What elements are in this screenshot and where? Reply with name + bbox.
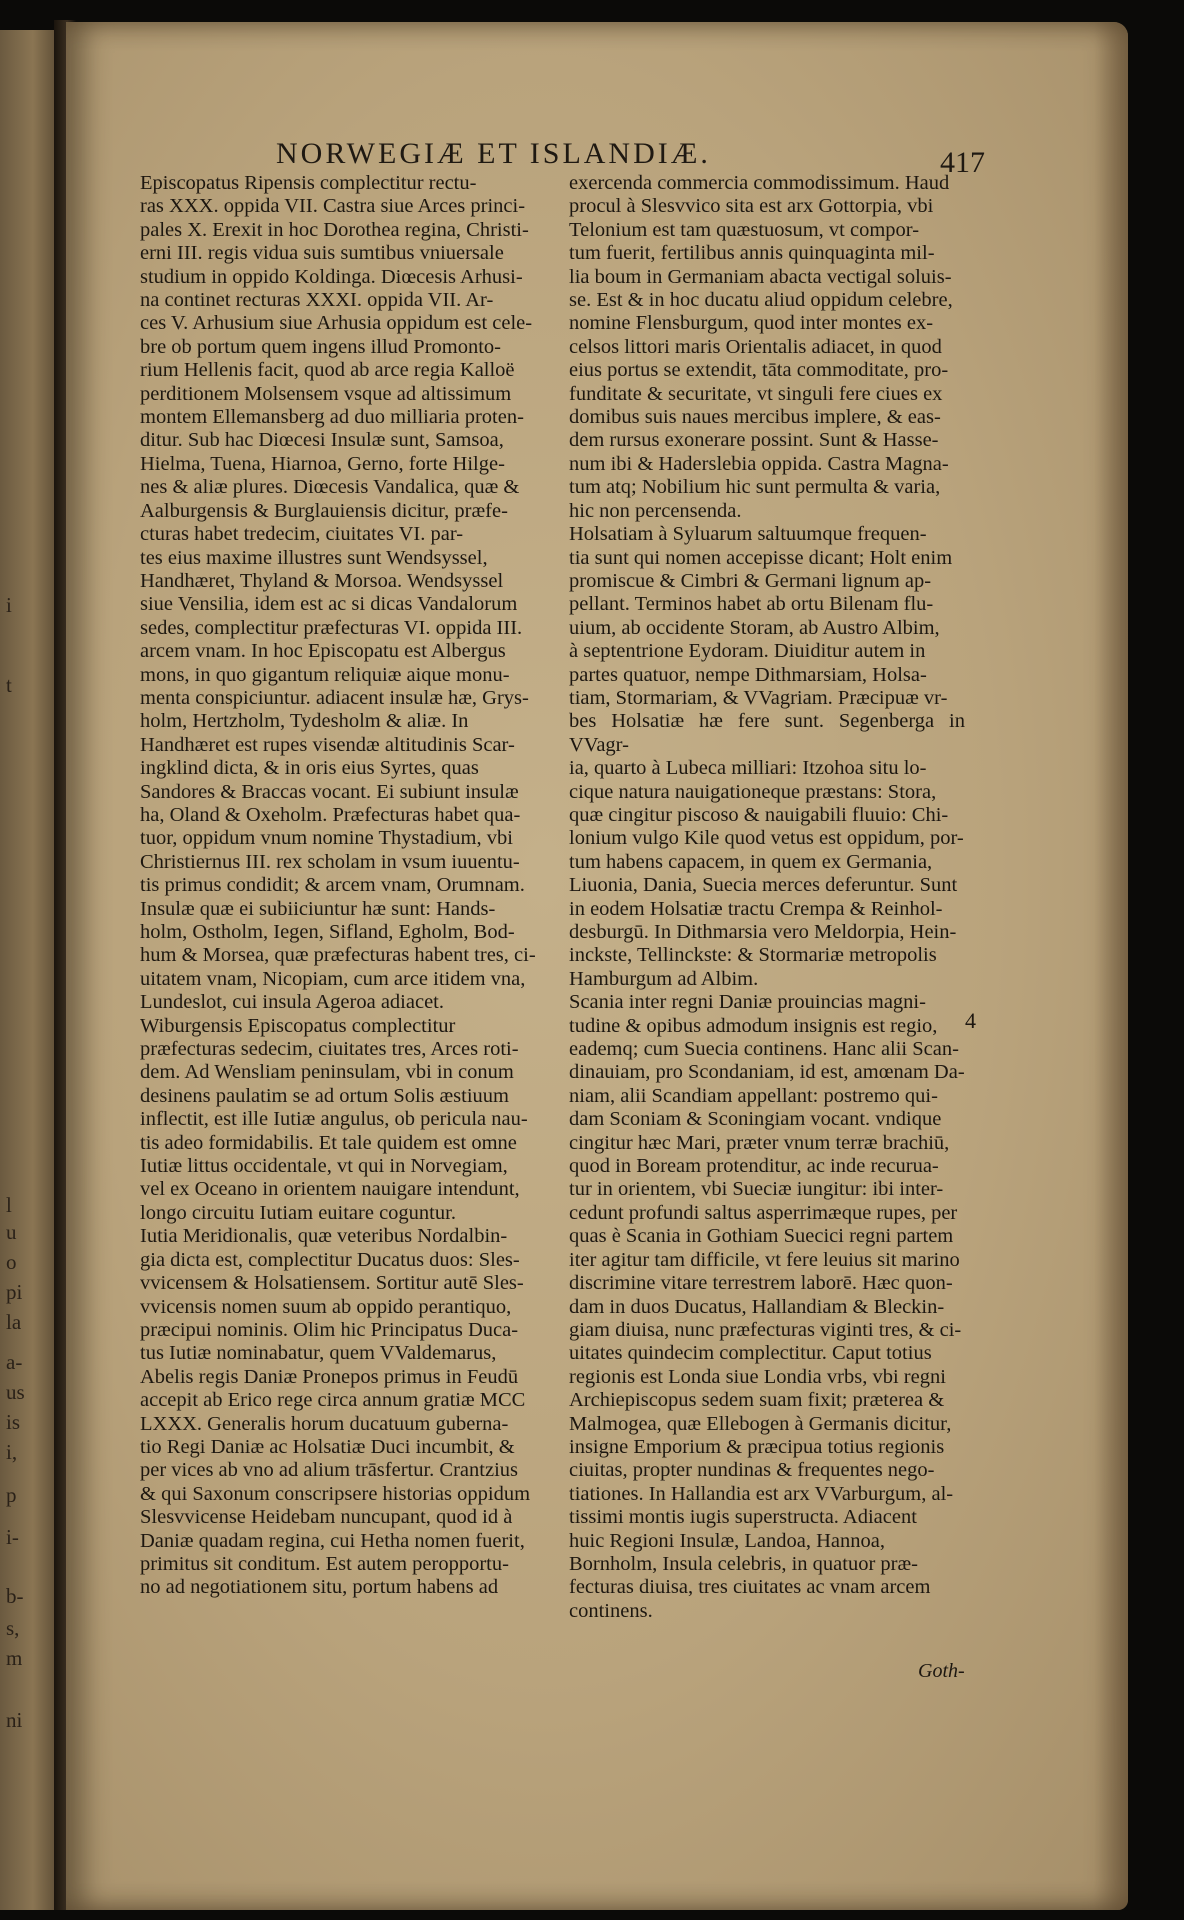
facing-page-edge: [0, 30, 60, 1910]
facing-page-fragment: ni: [6, 1708, 23, 1732]
facing-page-fragment: s,: [6, 1616, 20, 1640]
text-column-left: [140, 172, 546, 1600]
text-column-right: [569, 172, 965, 1623]
margin-note: 4: [965, 1008, 976, 1033]
paragraph-holsatia: Holsatiam à Syluarum saltuumque frequen- tia sunt qui nomen accepisse dicant; Holt enim promiscue & Cimbri & Germani lignum ap- pellant. Terminos habet ab ortu Bilenam flu- uium, ab occidente Storam, ab Austro Albim, à septentrione Eydoram. Diuiditur autem in partes quatuor, nempe Dithmarsiam, Holsa- tiam, Stormariam, & VVagriam. Præcipuæ vr- bes Holsatiæ hæ fere sunt. Segenberga in VVagr- ia, quarto à Lubeca milliari: Itzohoa situ lo- cique natura nauigationeque præstans: Stora, quæ cingitur piscoso & nauigabili fluuio: Chi- lonium vulgo Kile quod vetus est oppidum, por- tum habens capacem, in quem ex Germania, Liuonia, Dania, Suecia merces deferuntur. Sunt in eodem Holsatiæ tractu Crempa & Reinhol- desburgū. In Dithmarsia vero Meldorpia, Hein- inckste, Tellinckste: & Stormariæ metropolis Hamburgum ad Albim.: [569, 523, 965, 990]
facing-page-fragment: o: [6, 1250, 17, 1274]
page-number: 417: [940, 146, 985, 179]
facing-page-fragment: t: [6, 673, 12, 697]
facing-page-fragment: i-: [6, 1525, 19, 1549]
paragraph-episcopatus-ripensis: Episcopatus Ripensis complectitur rectu- ras XXX. oppida VII. Castra siue Arces princi- pales X. Erexit in hoc Dorothea regina, Christi- erni III. regis vidua suis sumtibus vniuersale studium in oppido Koldinga. Diœcesis Arhusi- na continet recturas XXXI. oppida VII. Ar- ces V. Arhusium siue Arhusia oppidum est cele- bre ob portum quem ingens illud Promonto- rium Hellenis facit, quod ab arce regia Kalloë perditionem Molsensem vsque ad altissimum montem Ellemansberg ad duo milliaria proten- ditur. Sub hac Diœcesi Insulæ sunt, Samsoa, Hielma, Tuena, Hiarnoa, Gerno, forte Hilge- nes & aliæ plures. Diœcesis Vandalica, quæ & Aalburgensis & Burglauiensis dicitur, præfe- cturas habet tredecim, ciuitates VI. par- tes eius maxime illustres sunt Wendsyssel, Handhæret, Thyland & Morsoa. Wendsyssel siue Vensilia, idem est ac si dicas Vandalorum sedes, complectitur præfecturas VI. oppida III. arcem vnam. In hoc Episcopatu est Albergus mons, in quo gigantum reliquiæ aique monu- menta conspiciuntur. adiacent insulæ hæ, Grys- holm, Hertzholm, Tydesholm & aliæ. In Handhæret est rupes visendæ altitudinis Scar- ingklind dicta, & in oris eius Syrtes, quas Sandores & Braccas vocant. Ei subiunt insulæ ha, Oland & Oxeholm. Præfecturas habet qua- tuor, oppidum vnum nomine Thystadium, vbi Christiernus III. rex scholam in vsum iuuentu- tis primus condidit; & arcem vnam, Orumnam. Insulæ quæ ei subiiciuntur hæ sunt: Hands- holm, Ostholm, Iegen, Sifland, Egholm, Bod- hum & Morsea, quæ præfecturas habent tres, ci- uitatem vnam, Nicopiam, cum arce itidem vna, Lundeslot, cui insula Ageroa adiacet.: [140, 172, 536, 1014]
paragraph-commercia: exercenda commercia commodissimum. Haud procul à Slesvvico sita est arx Gottorpia, vbi Telonium est tam quæstuosum, vt compor- tum fuerit, fertilibus annis quinquaginta mil- lia boum in Germaniam abacta vectigal soluis- se. Est & in hoc ducatu aliud oppidum celebre, nomine Flensburgum, quod inter montes ex- celsos littori maris Orientalis adiacet, in quod eius portus se extendit, tāta commoditate, pro- funditate & securitate, vt singuli fere ciues ex domibus suis naues mercibus implere, & eas- dem rursus exonerare possint. Sunt & Hasse- num ibi & Haderslebia oppida. Castra Magna- tum atq; Nobilium hic sunt permulta & varia, hic non percensenda.: [569, 172, 953, 522]
facing-page-fragment: l: [6, 1193, 12, 1217]
catchword: Goth-: [918, 1660, 965, 1682]
paragraph-wiburgensis: Wiburgensis Episcopatus complectitur præfecturas sedecim, ciuitates tres, Arces roti- dem. Ad Wensliam peninsulam, vbi in conum desinens paulatim se ad ortum Solis æstiuum inflectit, est ille Iutiæ angulus, ob pericula nau- tis adeo formidabilis. Et tale quidem est omne Iutiæ littus occidentale, vt qui in Norvegiam, vel ex Oceano in orientem nauigare intendunt, longo circuitu Iutiam euitare coguntur.: [140, 1014, 528, 1224]
facing-page-fragment: b-: [6, 1584, 24, 1608]
facing-page-fragment: la: [6, 1310, 22, 1334]
facing-page-fragment: i,: [6, 1440, 18, 1464]
page-edge-shading: [1094, 22, 1128, 1910]
paragraph-scania: Scania inter regni Daniæ prouincias magni- tudine & opibus admodum insignis est regio, eademq; cum Suecia continens. Hanc alii Scan- dinauiam, pro Scondaniam, id est, amœnam Da- niam, alii Scandiam appellant: postremo qui- dam Sconiam & Sconingiam vocant. vndique cingitur hæc Mari, præter vnum terræ brachiū, quod in Boream protenditur, ac inde recurua- tur in orientem, vbi Sueciæ iungitur: ibi inter- cedunt profundi saltus asperrimæque rupes, per quas è Scania in Gothiam Suecici regni partem iter agitur tam difficile, vt fere leuius sit marino discrimine vitare terrestrem laborē. Hæc quon- dam in duos Ducatus, Hallandiam & Bleckin- giam diuisa, nunc præfecturas viginti tres, & ci- uitates quindecim complectitur. Caput totius regionis est Londa siue Londia vrbs, vbi regni Archiepiscopus sedem suam fixit; præterea & Malmogea, quæ Ellebogen à Germanis dicitur, insigne Emporium & præcipua totius regionis ciuitas, propter nundinas & frequentes nego- tiationes. In Hallandia est arx VVarburgum, al- tissimi montis iugis superstructa. Adiacent huic Regioni Insulæ, Landoa, Hannoa, Bornholm, Insula celebris, in quatuor præ- fecturas diuisa, tres ciuitates ac vnam arcem continens.: [569, 991, 965, 1622]
facing-page-fragment: us: [6, 1380, 25, 1404]
facing-page-fragment: m: [6, 1646, 23, 1670]
paragraph-iutia-meridionalis: Iutia Meridionalis, quæ veteribus Nordalbin- gia dicta est, complectitur Ducatus duos: Sles- vvicensem & Holsatiensem. Sortitur autē Sles- vvicensis nomen suum ab oppido perantiquo, præcipui nominis. Olim hic Principatus Duca- tus Iutiæ nominabatur, quem VValdemarus, Abelis regis Daniæ Pronepos primus in Feudū accepit ab Erico rege circa annum gratiæ MCC LXXX. Generalis horum ducatuum guberna- tio Regi Daniæ ac Holsatiæ Duci incumbit, & per vices ab vno ad alium trāsfertur. Crantzius & qui Saxonum conscripsere historias oppidum Slesvvicense Heidebam nuncupant, quod id à Daniæ quadam regina, cui Hetha nomen fuerit, primitus sit conditum. Est autem peropportu- no ad negotiationem situ, portum habens ad: [140, 1225, 531, 1599]
facing-page-fragment: is: [6, 1410, 21, 1434]
facing-page-fragment: p: [6, 1483, 17, 1507]
facing-page-fragment: u: [6, 1220, 17, 1244]
facing-page-fragment: pi: [6, 1280, 23, 1304]
facing-page-fragment: a-: [6, 1350, 23, 1374]
book-page: [66, 22, 1128, 1910]
running-head: NORWEGIÆ ET ISLANDIÆ.: [276, 137, 711, 170]
facing-page-fragment: i: [6, 593, 12, 617]
